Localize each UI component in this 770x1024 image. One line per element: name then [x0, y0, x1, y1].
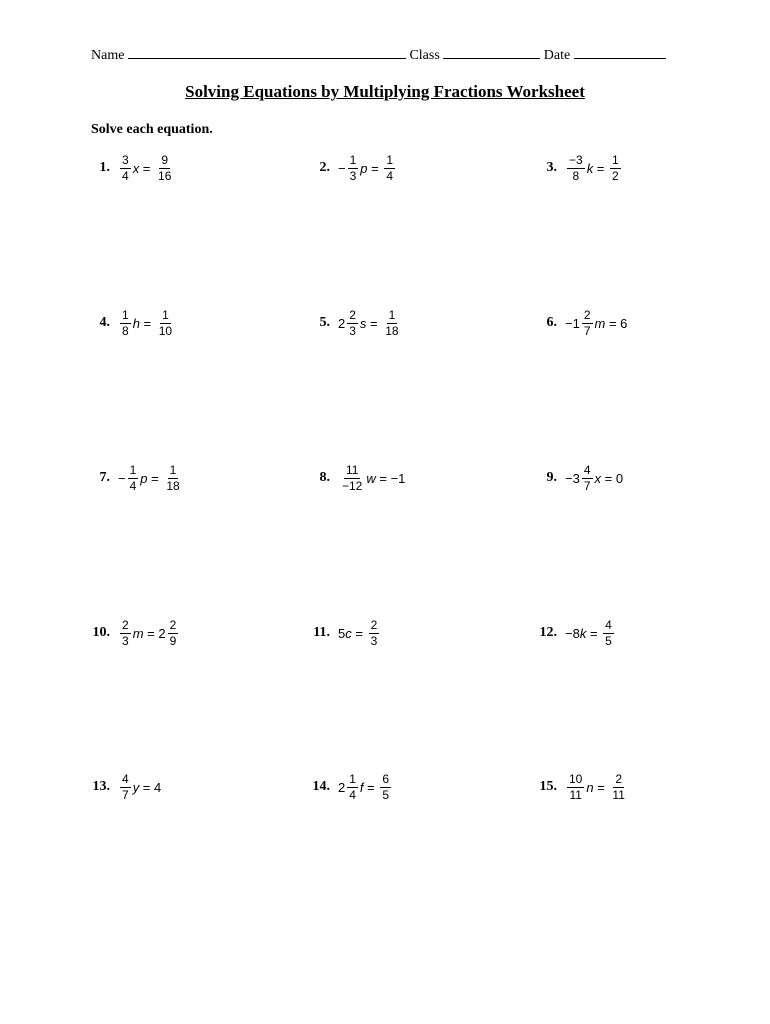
fraction	[582, 309, 593, 338]
denominator: 3	[370, 633, 378, 648]
equation	[118, 309, 176, 338]
numerator: 2	[122, 617, 129, 632]
denominator: 10	[158, 323, 173, 338]
equation-text: =	[139, 160, 155, 176]
denominator: −12	[342, 478, 363, 493]
variable: x	[594, 470, 602, 486]
variable: f	[359, 779, 364, 795]
equation	[565, 464, 623, 493]
date-blank[interactable]	[574, 46, 666, 59]
equation-text: −	[118, 470, 126, 486]
equation-text: =	[351, 625, 367, 641]
denominator: 4	[386, 168, 394, 183]
equation-text: 2	[338, 779, 346, 795]
equation	[565, 619, 616, 648]
variable: h	[132, 315, 140, 331]
equation-text: 2	[338, 315, 346, 331]
problem-item	[531, 767, 629, 807]
denominator: 5	[382, 787, 390, 802]
name-blank[interactable]	[128, 46, 406, 59]
fraction	[120, 619, 131, 648]
equation-text: =	[139, 315, 155, 331]
numerator: 4	[583, 462, 591, 477]
fraction	[340, 464, 364, 493]
variable: k	[586, 160, 594, 176]
fraction	[567, 773, 584, 802]
equation-text: −	[338, 160, 346, 176]
variable: m	[132, 625, 144, 641]
equation-text: =	[363, 779, 379, 795]
denominator: 4	[349, 787, 356, 802]
problem-item	[304, 148, 397, 188]
denominator: 11	[612, 787, 625, 802]
denominator: 3	[349, 168, 357, 183]
numerator: 1	[388, 307, 396, 322]
problem-item	[531, 148, 623, 188]
numerator: 1	[349, 771, 356, 786]
equation-text: =	[147, 470, 163, 486]
problem-number: 4.	[99, 315, 110, 330]
date-label: Date	[543, 48, 571, 63]
equation-text: =	[366, 315, 382, 331]
denominator: 4	[122, 168, 129, 183]
fraction	[120, 773, 131, 802]
denominator: 18	[166, 478, 180, 493]
numerator: 2	[583, 307, 591, 322]
denominator: 7	[583, 478, 591, 493]
problem-item	[84, 767, 161, 807]
equation	[118, 773, 161, 802]
problem-item	[304, 303, 403, 343]
variable: m	[594, 315, 606, 331]
equation	[338, 464, 405, 493]
numerator: 2	[370, 617, 378, 632]
numerator: 4	[122, 771, 129, 786]
instructions: Solve each equation.	[91, 122, 213, 137]
equation-text: = 6	[605, 315, 628, 331]
equation-text: = 4	[139, 779, 162, 795]
problem-number: 1.	[99, 160, 110, 175]
equation-text: =	[593, 779, 609, 795]
equation-text: = 0	[601, 470, 624, 486]
fraction	[383, 309, 400, 338]
fraction	[128, 464, 139, 493]
numerator: 2	[169, 617, 177, 632]
equation	[118, 154, 175, 183]
problem-item	[531, 303, 627, 343]
equation-text: = −1	[375, 470, 406, 486]
problem-item	[304, 458, 405, 498]
problem-number: 5.	[319, 315, 330, 330]
fraction	[168, 619, 179, 648]
numerator: 1	[349, 152, 357, 167]
equation	[338, 619, 381, 648]
fraction	[610, 773, 626, 802]
fraction	[582, 464, 593, 493]
equation	[565, 154, 623, 183]
problem-item	[531, 458, 623, 498]
class-label: Class	[409, 48, 440, 63]
problem-number: 6.	[546, 315, 557, 330]
variable: n	[586, 779, 594, 795]
variable: s	[359, 315, 367, 331]
problem-number: 7.	[99, 470, 110, 485]
fraction	[347, 309, 358, 338]
variable: x	[132, 160, 140, 176]
problem-number: 15.	[539, 779, 557, 794]
equation-text: −1	[565, 315, 580, 331]
fraction	[348, 154, 359, 183]
denominator: 11	[569, 787, 582, 802]
fraction	[347, 773, 358, 802]
equation	[338, 773, 393, 802]
problem-number: 2.	[319, 160, 330, 175]
denominator: 4	[129, 478, 137, 493]
equation	[118, 619, 180, 648]
equation-text: =	[367, 160, 383, 176]
fraction	[369, 619, 380, 648]
numerator: 10	[569, 771, 583, 786]
worksheet-title: Solving Equations by Multiplying Fractions Worksheet	[185, 82, 585, 101]
numerator: 6	[382, 771, 390, 786]
fraction	[157, 309, 174, 338]
problem-item	[84, 458, 184, 498]
denominator: 5	[605, 633, 612, 648]
problem-number: 11.	[313, 625, 330, 640]
equation	[338, 154, 397, 183]
denominator: 3	[122, 633, 129, 648]
denominator: 3	[349, 323, 356, 338]
numerator: 1	[162, 307, 169, 322]
problem-item	[84, 303, 176, 343]
numerator: −3	[569, 152, 583, 167]
problem-number: 10.	[92, 625, 110, 640]
denominator: 9	[169, 633, 177, 648]
equation-text: −3	[565, 470, 580, 486]
equation	[565, 773, 629, 802]
equation-text: = 2	[143, 625, 166, 641]
problem-number: 3.	[546, 160, 557, 175]
fraction	[164, 464, 181, 493]
variable: c	[345, 625, 352, 641]
equation-text: =	[593, 160, 609, 176]
denominator: 7	[122, 787, 129, 802]
numerator: 1	[129, 462, 137, 477]
fraction	[384, 154, 395, 183]
fraction	[603, 619, 614, 648]
problem-item	[84, 148, 175, 188]
denominator: 8	[122, 323, 129, 338]
problem-item	[84, 613, 180, 653]
problem-number: 14.	[312, 779, 330, 794]
variable: p	[140, 470, 148, 486]
numerator: 3	[122, 152, 129, 167]
fraction	[156, 154, 173, 183]
problem-number: 9.	[546, 470, 557, 485]
numerator: 1	[122, 307, 129, 322]
problem-number: 8.	[319, 470, 330, 485]
equation	[338, 309, 403, 338]
fraction	[567, 154, 585, 183]
denominator: 8	[572, 168, 580, 183]
variable: y	[132, 779, 140, 795]
fraction	[120, 309, 131, 338]
equation-text: 5	[338, 625, 346, 641]
variable: w	[366, 470, 376, 486]
numerator: 1	[612, 152, 619, 167]
variable: p	[360, 160, 368, 176]
numerator: 9	[161, 152, 169, 167]
numerator: 1	[169, 462, 177, 477]
variable: k	[579, 625, 587, 641]
problem-item	[304, 613, 381, 653]
problem-item	[304, 767, 393, 807]
equation	[565, 309, 627, 338]
equation-text: −8	[565, 625, 580, 641]
denominator: 7	[583, 323, 591, 338]
problem-number: 12.	[539, 625, 557, 640]
class-blank[interactable]	[443, 46, 540, 59]
name-label: Name	[91, 48, 125, 63]
fraction	[380, 773, 391, 802]
fraction	[120, 154, 131, 183]
numerator: 11	[345, 462, 359, 477]
equation-text: =	[586, 625, 602, 641]
student-info-line	[91, 46, 681, 64]
fraction	[610, 154, 621, 183]
denominator: 16	[158, 168, 172, 183]
denominator: 18	[385, 323, 399, 338]
denominator: 2	[612, 168, 619, 183]
numerator: 4	[605, 617, 612, 632]
numerator: 1	[386, 152, 394, 167]
numerator: 2	[349, 307, 356, 322]
problem-number: 13.	[92, 779, 110, 794]
numerator: 2	[615, 771, 622, 786]
problem-item	[531, 613, 616, 653]
equation	[118, 464, 184, 493]
